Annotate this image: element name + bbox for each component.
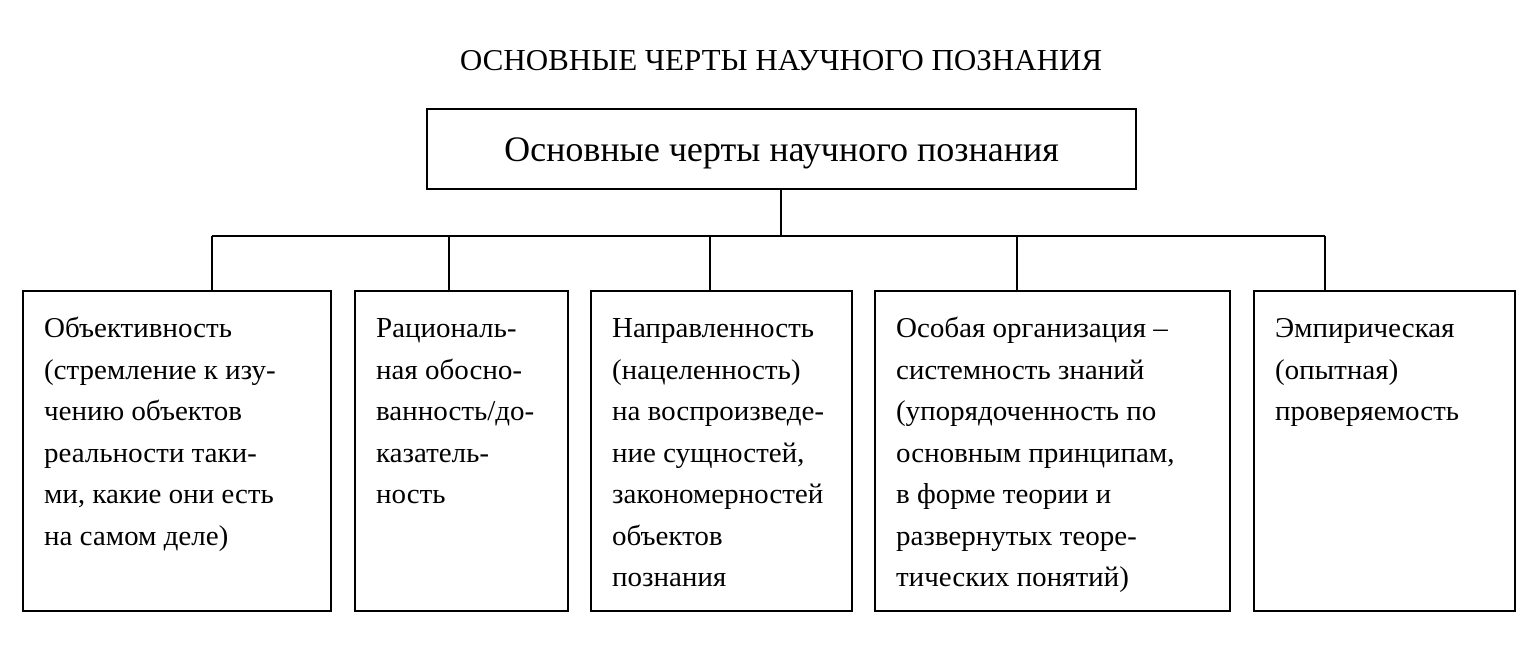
feature-node-line: проверяемость [1275,395,1459,427]
feature-node-line: Рациональ- [376,312,517,344]
feature-node-line: (стремление к изу- [44,353,276,386]
feature-node-line: основным принципам, [896,436,1175,469]
feature-node-line: системность знаний [896,353,1145,386]
feature-node-line: в форме теории и [896,478,1112,510]
feature-node-text [612,308,824,599]
feature-node-line: Объективность [44,312,232,344]
feature-node-line: Направленность [612,312,815,344]
feature-node-line: казатель- [376,436,489,469]
feature-node-line: (упорядоченность по [896,395,1157,427]
diagram-heading: ОСНОВНЫЕ ЧЕРТЫ НАУЧНОГО ПОЗНАНИЯ [459,42,1103,77]
feature-node-systematic-knowledge [874,290,1231,612]
feature-node-rational-justification [354,290,569,612]
feature-node-empirical-verifiability [1253,290,1516,612]
feature-node-line: закономерностей [612,478,824,510]
feature-node-text [376,308,534,516]
feature-node-objectivity [22,290,332,612]
feature-node-line: развернутых теоре- [896,519,1137,552]
feature-node-line: Эмпирическая [1275,312,1455,344]
feature-node-line: познания [612,561,727,593]
feature-node-line: (опытная) [1275,353,1399,386]
feature-node-line: (нацеленность) [612,353,801,386]
feature-node-line: Особая организация – [896,312,1168,344]
feature-node-text [1275,308,1459,433]
feature-node-directedness [590,290,853,612]
feature-node-line: на самом деле) [44,519,229,552]
feature-node-text [44,308,276,557]
root-node [426,108,1137,190]
feature-node-line: тических понятий) [896,561,1129,593]
feature-node-line: ми, какие они есть [44,478,274,510]
feature-node-line: объектов [612,519,723,552]
root-node-label: Основные черты научного познания [504,129,1059,169]
feature-node-line: ванность/до- [376,395,535,427]
feature-node-text [896,308,1175,599]
feature-node-line: ная обосно- [376,353,523,386]
feature-node-line: чению объектов [44,395,243,427]
feature-node-line: ние сущностей, [612,436,805,469]
feature-node-line: ность [376,478,446,510]
feature-node-line: на воспроизведе- [612,395,825,427]
feature-node-line: реальности таки- [44,436,257,469]
